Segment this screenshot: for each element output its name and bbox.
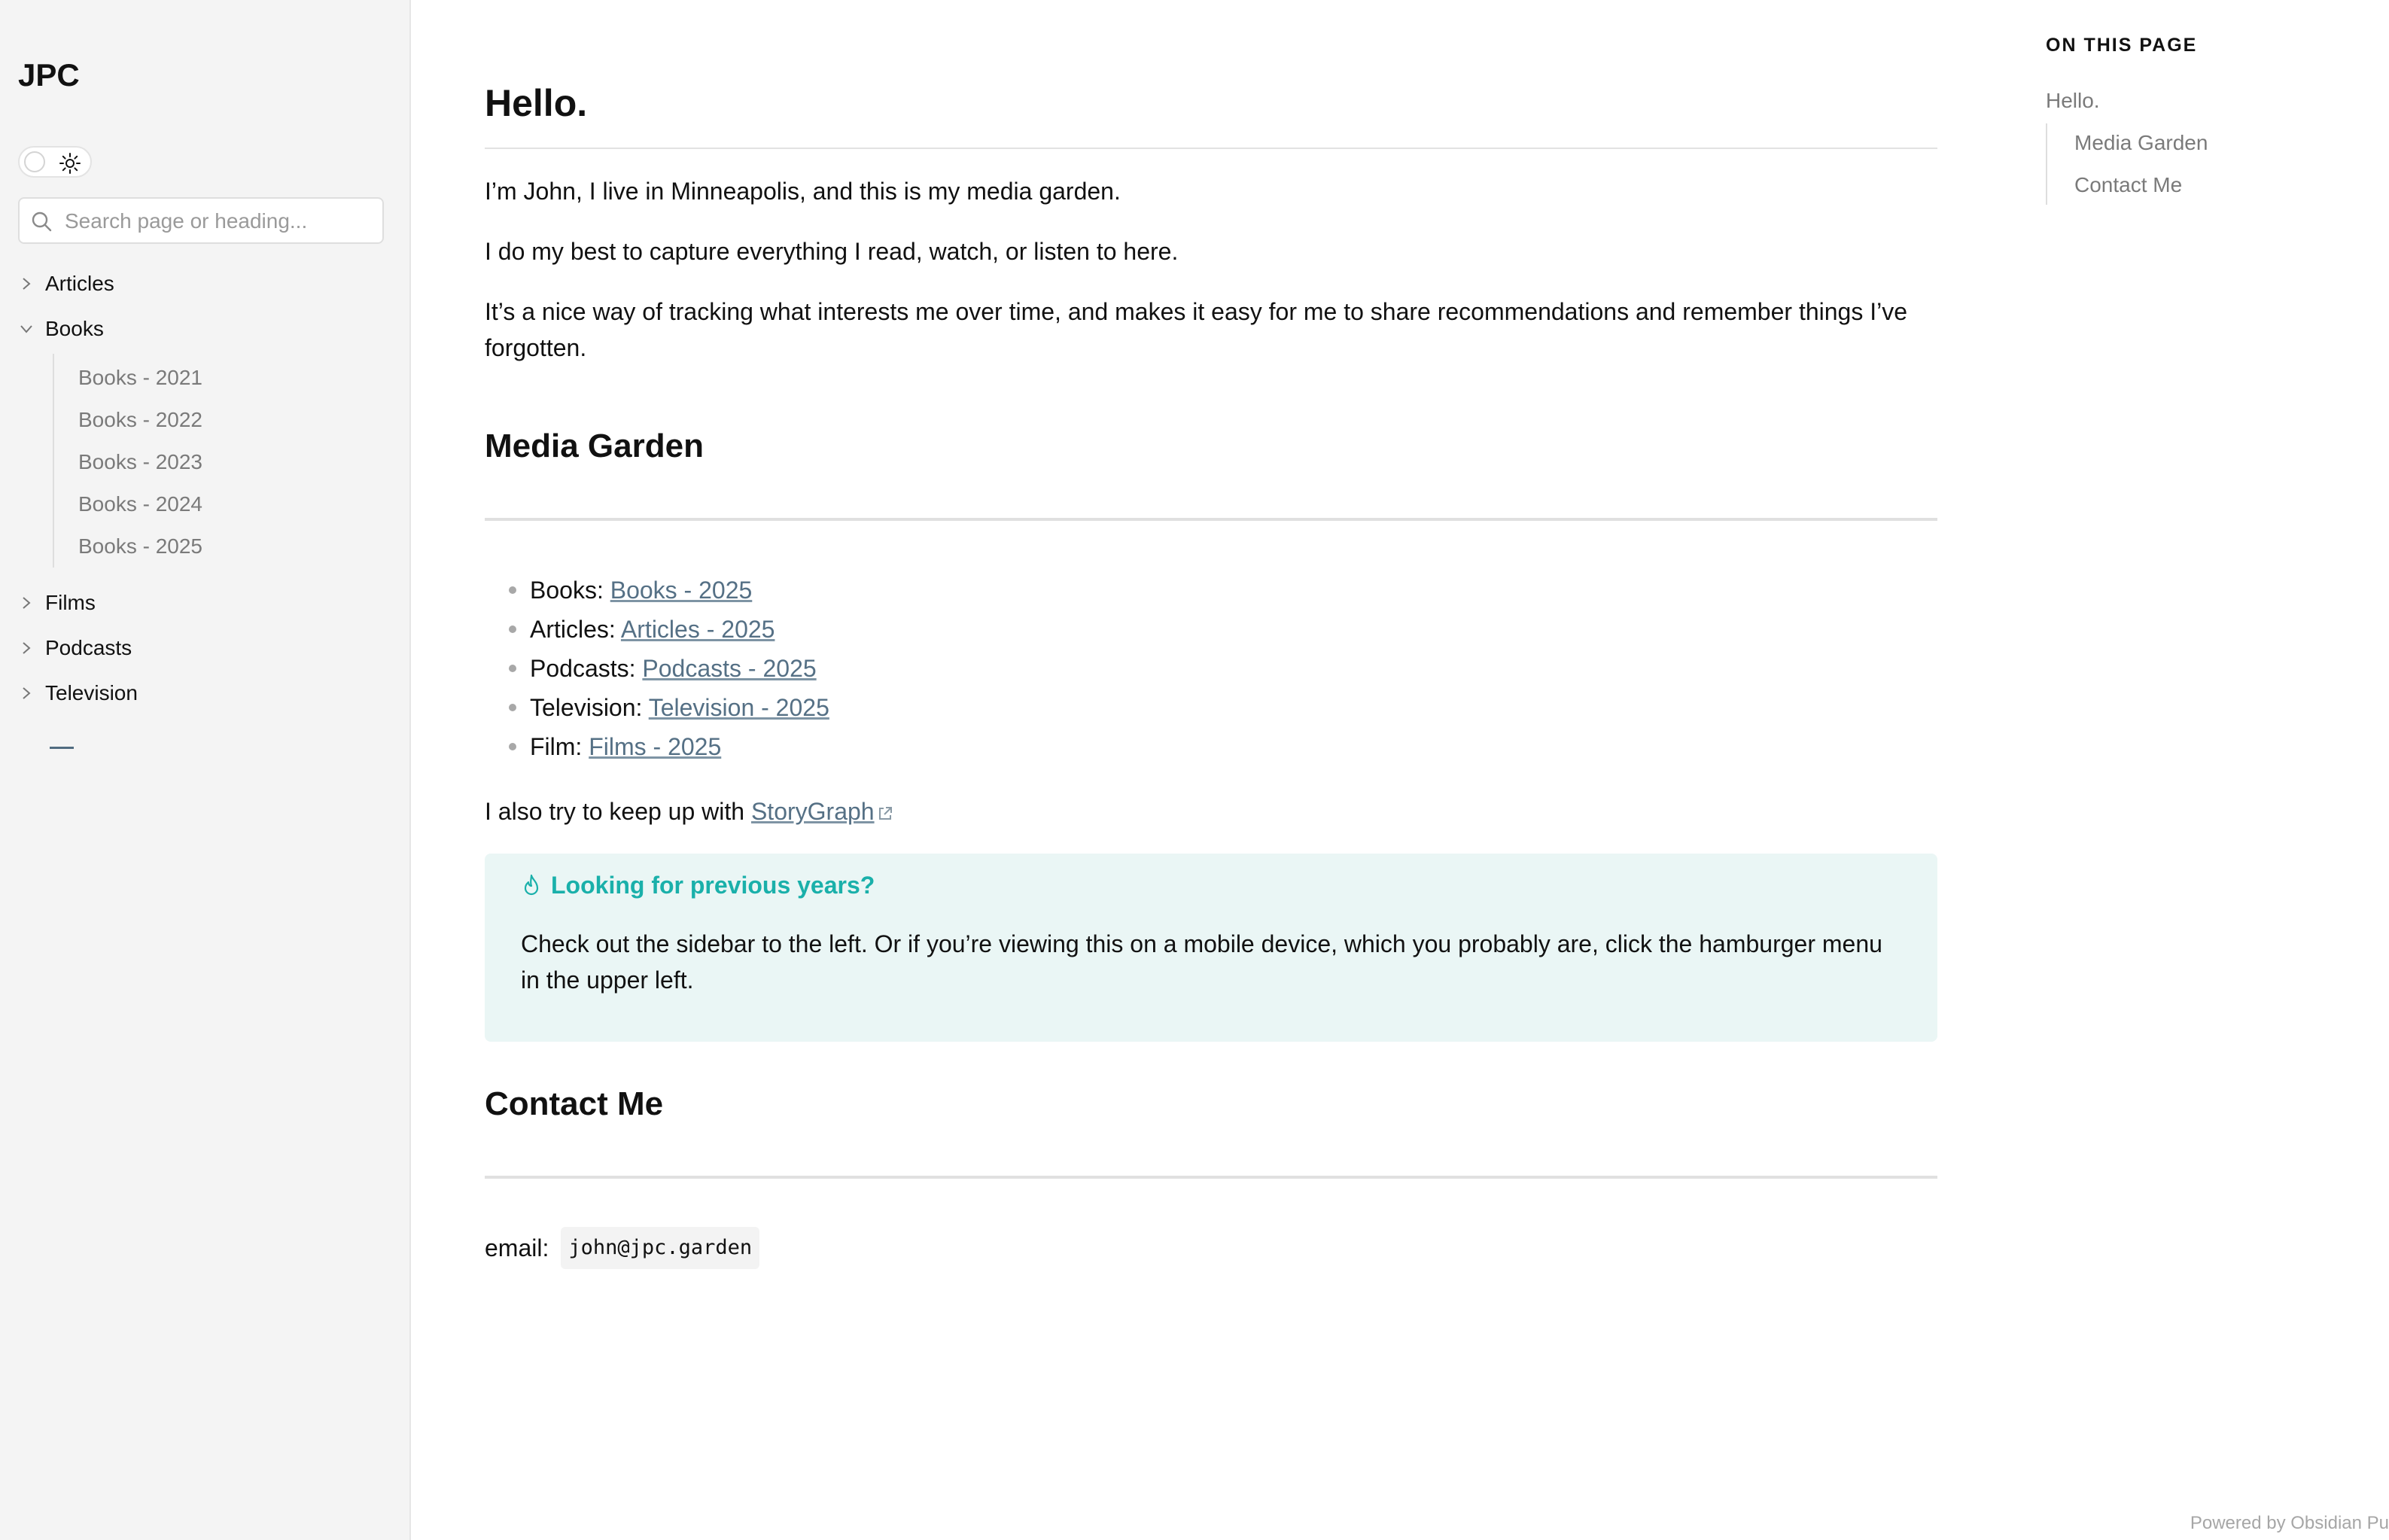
list-item [530, 688, 829, 727]
callout-previous-years [485, 854, 1937, 1042]
toc-item-hello[interactable]: Hello. [2046, 89, 2100, 112]
callout-title-text: Looking for previous years? [551, 872, 875, 899]
storygraph-link[interactable]: StoryGraph [750, 798, 875, 825]
sidebar-item-books-2022[interactable]: Books - 2022 [78, 408, 202, 431]
callout-title [521, 872, 875, 899]
podcasts-2025-link[interactable]: Podcasts - 2025 [642, 655, 817, 682]
contact-heading: Contact Me [485, 1085, 664, 1122]
sidebar-folder-articles[interactable] [18, 265, 114, 303]
sidebar-folder-label: Articles [45, 272, 114, 295]
chevron-right-icon [18, 275, 35, 292]
table-of-contents [2046, 0, 2377, 301]
media-garden-rule [485, 518, 1937, 521]
list-item-label: Television: [530, 694, 643, 721]
sidebar-folder-label: Books [45, 317, 104, 340]
sidebar-folder-books[interactable] [18, 310, 104, 348]
bullet [509, 586, 516, 594]
sidebar-item-books-2025[interactable]: Books - 2025 [78, 534, 202, 558]
bullet [509, 625, 516, 633]
toc-indent-line [2046, 123, 2047, 205]
sun-icon [59, 152, 81, 175]
site-title[interactable]: JPC [18, 57, 80, 93]
list-item [530, 727, 721, 766]
list-item-label: Film: [530, 733, 583, 760]
email-code: john@jpc.garden [561, 1227, 759, 1269]
television-2025-link[interactable]: Television - 2025 [648, 694, 829, 721]
search-box [18, 197, 384, 244]
sidebar-folder-podcasts[interactable] [18, 629, 132, 667]
list-item-label: Articles: [530, 616, 616, 643]
list-item-label: Podcasts: [530, 655, 636, 682]
toggle-knob [24, 151, 45, 172]
books-2025-link[interactable]: Books - 2025 [610, 577, 753, 604]
title-rule [485, 148, 1937, 149]
chevron-right-icon [18, 595, 35, 611]
sidebar-folder-films[interactable] [18, 584, 96, 622]
email-label: email: [485, 1234, 549, 1262]
callout-body: Check out the sidebar to the left. Or if you’re viewing this on a mobile device, which you probably are, click the hamburger menu in the upper left. [521, 930, 1882, 994]
intro-paragraph-1: I’m John, I live in Minneapolis, and this is my media garden. [485, 178, 1121, 205]
storygraph-paragraph [485, 793, 1937, 829]
list-item-label: Books: [530, 577, 604, 604]
sidebar [0, 0, 411, 1540]
chevron-right-icon [18, 640, 35, 656]
sidebar-folder-label: Podcasts [45, 636, 132, 659]
films-2025-link[interactable]: Films - 2025 [589, 733, 722, 760]
intro-paragraph-3: It’s a nice way of tracking what interests me over time, and makes it easy for me to share recommendations and remember things I’ve forgotten. [485, 298, 1908, 361]
sidebar-folder-label: Films [45, 591, 96, 614]
intro-paragraph-2: I do my best to capture everything I read, watch, or listen to here. [485, 238, 1179, 265]
search-icon [30, 210, 53, 233]
sidebar-item-books-2023[interactable]: Books - 2023 [78, 450, 202, 473]
bullet [509, 743, 516, 750]
list-item [530, 649, 817, 688]
footer-powered-by[interactable]: Powered by Obsidian Pu [2190, 1513, 2389, 1533]
sidebar-folder-television[interactable] [18, 674, 138, 712]
chevron-right-icon [18, 685, 35, 702]
page-title: Hello. [485, 82, 588, 124]
list-item [530, 571, 752, 610]
sidebar-divider [50, 747, 74, 749]
chevron-down-icon [18, 321, 35, 337]
sidebar-item-books-2021[interactable]: Books - 2021 [78, 366, 202, 389]
theme-toggle[interactable] [18, 146, 92, 178]
list-item [530, 610, 775, 649]
search-input[interactable] [63, 199, 375, 244]
toc-item-media-garden[interactable]: Media Garden [2074, 131, 2208, 154]
flame-icon [521, 873, 542, 899]
email-line [485, 1227, 759, 1269]
storygraph-text: I also try to keep up with [485, 798, 745, 825]
toc-title: ON THIS PAGE [2046, 35, 2198, 56]
contact-rule [485, 1176, 1937, 1179]
sidebar-item-books-2024[interactable]: Books - 2024 [78, 492, 202, 516]
toc-item-contact-me[interactable]: Contact Me [2074, 173, 2183, 196]
main-content [485, 0, 1937, 1540]
books-children [53, 354, 385, 568]
articles-2025-link[interactable]: Articles - 2025 [620, 616, 775, 643]
media-garden-heading: Media Garden [485, 428, 704, 464]
bullet [509, 665, 516, 672]
sidebar-folder-label: Television [45, 681, 138, 705]
external-link-icon [876, 805, 894, 823]
bullet [509, 704, 516, 711]
